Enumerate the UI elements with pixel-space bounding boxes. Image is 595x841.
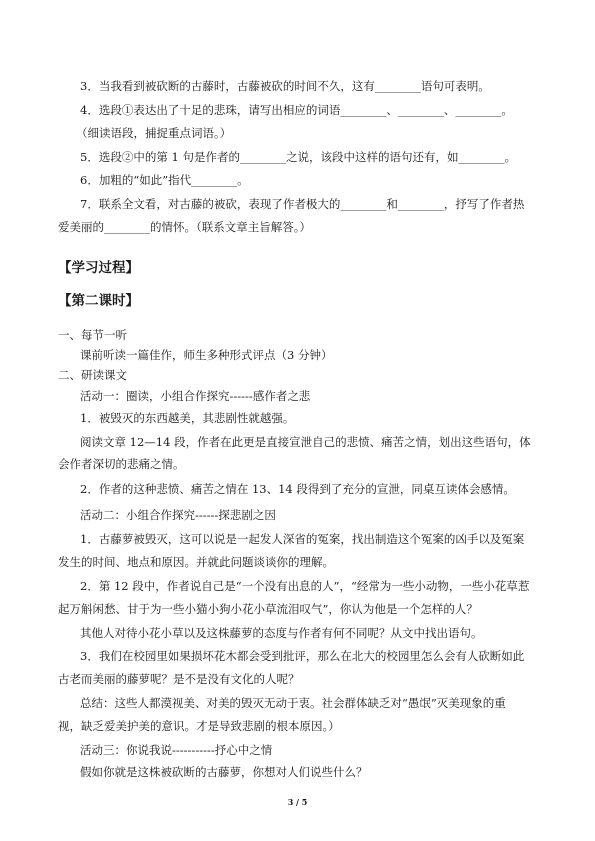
- learning-process-heading: 【学习过程】: [58, 260, 139, 276]
- activity-2-item-3-line-1: 3．我们在校园里如果损坏花木都会受到批评，那么在北大的校园里怎么会有人砍断如此: [80, 649, 525, 663]
- activity-3-title: 活动三：你说我说-----------抒心中之情: [80, 743, 273, 757]
- activity-2-item-2-line-3: 其他人对待小花小草以及这株藤萝的态度与作者有何不同呢？从文中找出语句。: [80, 626, 483, 640]
- second-lesson-heading: 【第二课时】: [58, 293, 139, 309]
- question-7-line-2: 爱美丽的________的情怀。（联系文章主旨解答。）: [58, 220, 311, 234]
- activity-2-item-2-line-2: 起万斛闲愁、甘于为一些小猫小狗小花小草流泪叹气”，你认为他是一个怎样的人？: [58, 602, 478, 616]
- activity-2-item-1-line-1: 1．古藤萝被毁灭，这可以说是一起发人深省的冤案，找出制造这个冤案的凶手以及冤案: [80, 532, 525, 546]
- activity-1-reading-line-1: 阅读文章 12—14 段，作者在此更是直接宣泄自己的悲愤、痛苦之情，划出这些语句，体: [80, 435, 531, 449]
- activity-3-prompt: 假如你就是这株被砍断的古藤萝，你想对人们说些什么？: [80, 765, 368, 779]
- question-3: 3．当我看到被砍断的古藤时，古藤被砍的时间不久，这有________语句可表明。: [80, 79, 490, 93]
- activity-1-title: 活动一：圈读，小组合作探究------感作者之悲: [80, 389, 311, 403]
- activity-1-item-1: 1．被毁灭的东西越美，其悲剧性就越强。: [80, 411, 295, 425]
- section-study: 二、研读课文: [58, 368, 127, 382]
- question-5: 5．选段②中的第 1 句是作者的________之说，该段中这样的语句还有，如________。: [80, 150, 516, 164]
- section-listen-detail: 课前听读一篇佳作，师生多种形式评点（3 分钟）: [80, 348, 333, 362]
- activity-2-item-3-line-2: 古老而美丽的藤萝呢？是不是没有文化的人呢？: [58, 672, 300, 686]
- question-7-line-1: 7．联系全文看，对古藤的被砍，表现了作者极大的________和________，抒写了作者热: [80, 197, 525, 211]
- question-4-hint: （细读语段，捕捉重点词语。）: [76, 126, 232, 140]
- activity-2-title: 活动二：小组合作探究------探悲剧之因: [80, 508, 276, 522]
- section-listen: 一、每节一听: [58, 328, 127, 342]
- activity-1-reading-line-2: 会作者深切的悲痛之情。: [58, 457, 185, 471]
- activity-1-item-2: 2．作者的这种悲愤、痛苦之情在 13、14 段得到了充分的宣泄，同桌互读体会感情。: [80, 482, 515, 496]
- page-number: 3 / 5: [287, 797, 308, 807]
- question-6: 6．加粗的“如此”指代________。: [80, 173, 249, 187]
- summary-line-2: 视，缺乏爱美护美的意识。才是导致悲剧的根本原因。）: [58, 719, 340, 733]
- activity-2-item-1-line-2: 发生的时间、地点和原因。并就此问题谈谈你的理解。: [58, 555, 334, 569]
- activity-2-item-2-line-1: 2．第 12 段中，作者说自己是“一个没有出息的人”，“经常为一些小动物，一些小花草惹: [80, 579, 530, 593]
- question-4: 4．选段①表达出了十足的悲珠，请写出相应的词语________、________、________。: [80, 103, 513, 117]
- summary-line-1: 总结：这些人都漠视美、对美的毁灭无动于衷。社会群体缺乏对“愚氓”灭美现象的重: [80, 696, 506, 710]
